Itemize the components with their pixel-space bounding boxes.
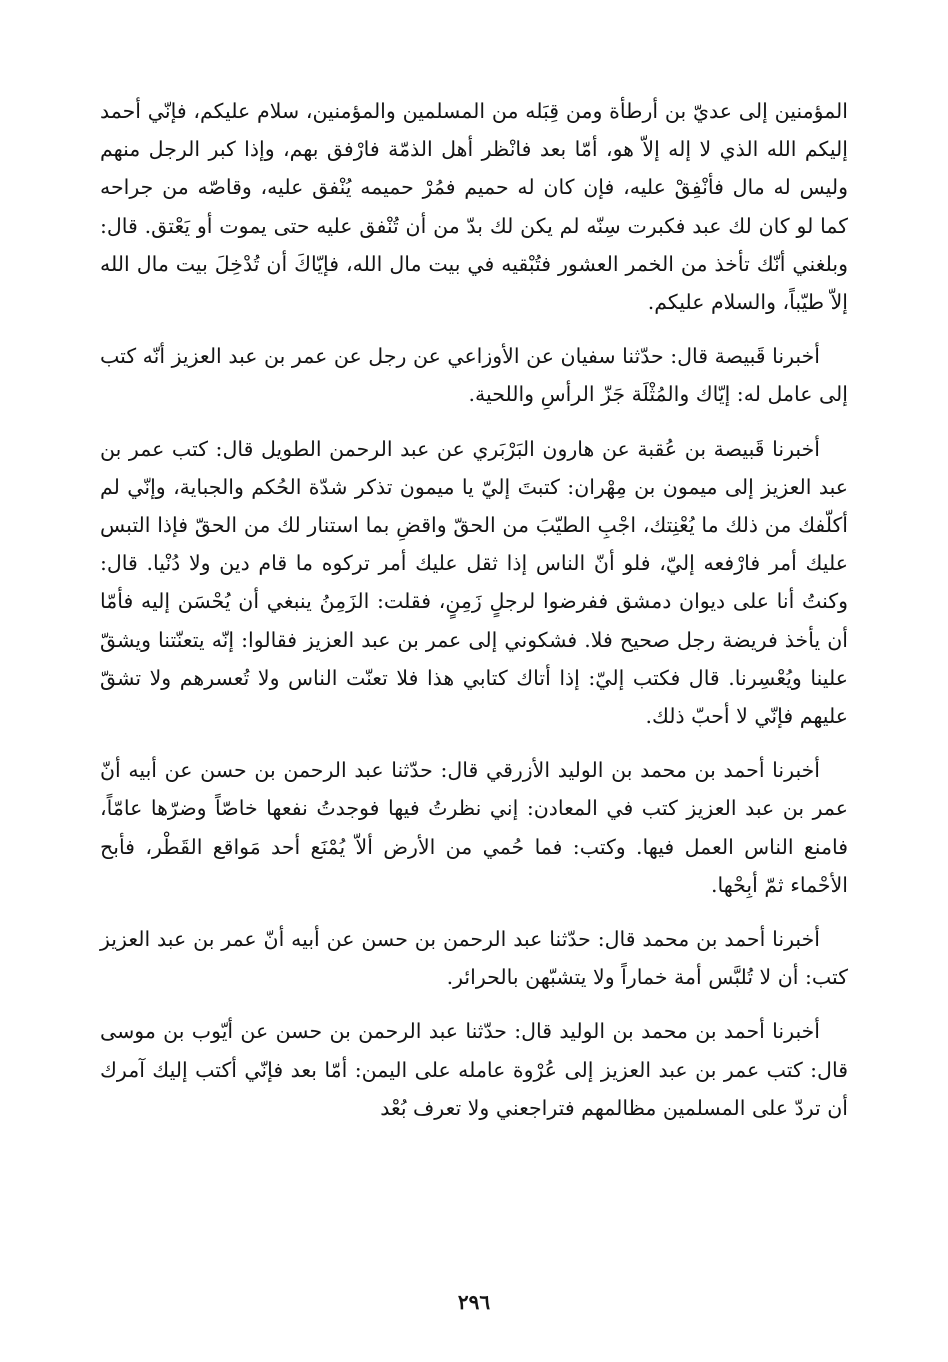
paragraph-4: أخبرنا أحمد بن محمد بن الوليد الأزرقي قال: حدّثنا عبد الرحمن بن حسن عن أبيه أنّ عمر بن عبد العزيز كتب في المعادن: إني نظرتُ فيها فوجدتُ نفعها خاصّاً وضرّها عامّاً، فامنع الناس العمل فيها. وكتب: فما حُمي من الأرض ألاّ يُمْنَع أحد مَواقع القَطْر، فأبح الأحْماء ثمّ أبِحْها. [100,758,848,897]
paragraph-6: أخبرنا أحمد بن محمد بن الوليد قال: حدّثنا عبد الرحمن بن حسن عن أيّوب بن موسى قال: كتب عمر بن عبد العزيز إلى عُرْوة عامله على اليمن: أمّا بعد فإنّي أكتب إليك آمرك أن تردّ على المسلمين مظالمهم فتراجعني ولا تعرف بُعْد [100,1019,848,1120]
page-number: ٢٩٦ [457,1290,491,1314]
paragraph-1: المؤمنين إلى عديّ بن أرطأة ومن قِبَله من المسلمين والمؤمنين، سلام عليكم، فإنّي أحمد إليكم الله الذي لا إله إلاّ هو، أمّا بعد فانْظر أهل الذمّة فارْفق بهم، وإذا كبر الرجل منهم وليس له مال فأنْفِقْ عليه، فإن كان له حميم فمُرْ حميمه يُنْفق عليه، وقاصّه من جراحه كما لو كان لك عبد فكبرت سِنّه لم يكن لك بدّ من أن تُنْفق عليه حتى يموت أو يَعْتق. قال: وبلغني أنّك تأخذ من الخمر العشور فتُبْقيه في بيت مال الله، فإيّاكَ أن تُدْخِلَ بيت مال الله إلاّ طيّباً، والسلام عليكم. [100,99,848,315]
paragraph-3: أخبرنا قَبيصة بن عُقبة عن هارون البَرْبَري عن عبد الرحمن الطويل قال: كتب عمر بن عبد العزيز إلى ميمون بن مِهْران: كتبتَ إليّ يا ميمون تذكر شدّة الحُكم والجباية، وإنّي لم أكلّفك من ذلك ما يُعْنِتك، اجْبِ الطيّبَ من الحقّ واقضِ بما استنار لك من الحقّ فإذا التبس عليك أمر فارْفعه إليّ، فلو أنّ الناس إذا ثقل عليك أمر تركوه ما قام دين ولا دُنْيا. قال: وكنتُ أنا على ديوان دمشق ففرضوا لرجلٍ زَمِنٍ، فقلت: الزَمِنُ ينبغي أن يُحْسَن إليه فأمّا أن يأخذ فريضة رجل صحيح فلا. فشكوني إلى عمر بن عبد العزيز فقالوا: إنّه يتعنّتنا ويشقّ علينا ويُعْسِرنا. قال فكتب إليّ: إذا أتاك كتابي هذا فلا تعنّت الناس ولا تُعسرهم ولا تشقّ عليهم فإنّي لا أحبّ ذلك. [100,436,848,729]
paragraph-5: أخبرنا أحمد بن محمد قال: حدّثنا عبد الرحمن بن حسن عن أبيه أنّ عمر بن عبد العزيز كتب: أن لا تُلبَّس أمة خماراً ولا يتشبّهن بالحرائر. [100,927,848,990]
paragraph-2: أخبرنا قَبيصة قال: حدّثنا سفيان عن الأوزاعي عن رجل عن عمر بن عبد العزيز أنّه كتب إلى عامل له: إيّاك والمُثْلَة جَزّ الرأسِ واللحية. [100,344,848,407]
page-body [100,92,848,1143]
